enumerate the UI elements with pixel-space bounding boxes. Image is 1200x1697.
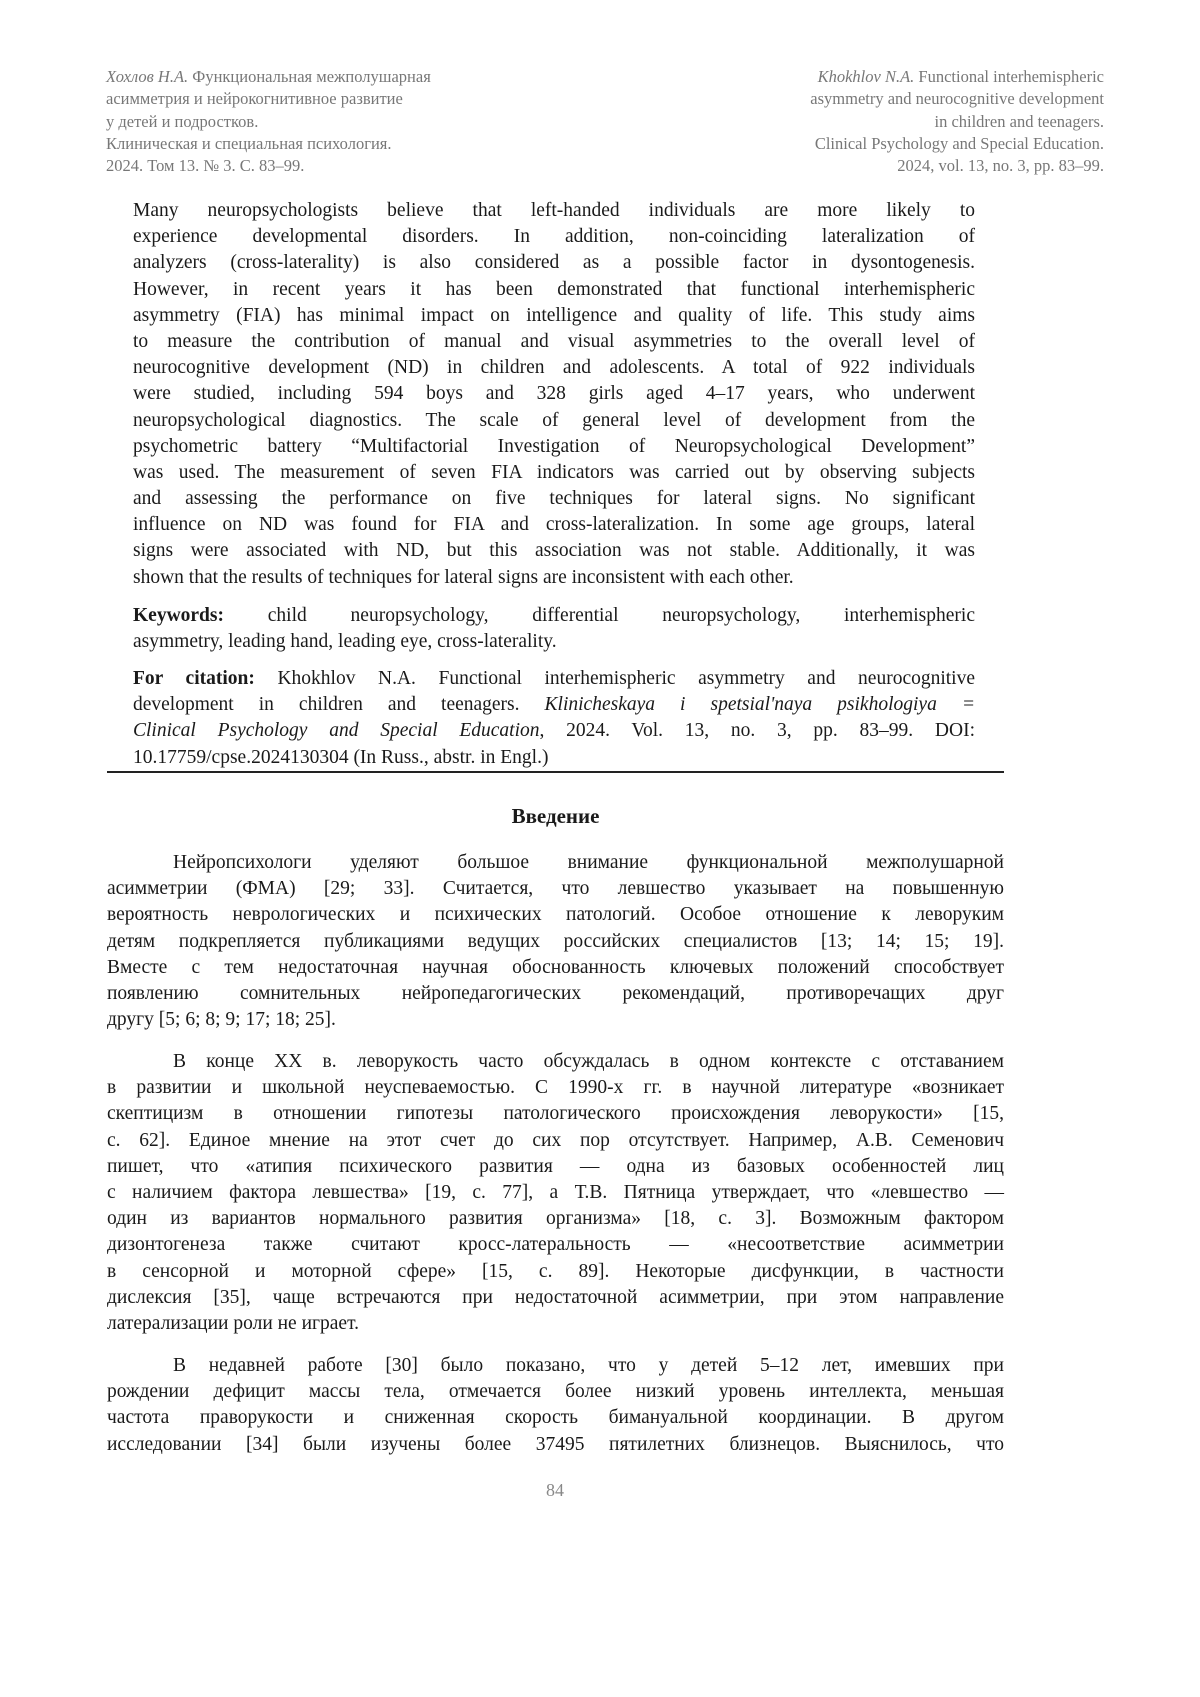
text-line: was used. The measurement of seven FIA indicators was carried out by observing subjects	[133, 460, 975, 486]
text-line: However, in recent years it has been demonstrated that functional interhemispheric	[133, 277, 975, 303]
text-line: В конце XX в. леворукость часто обсуждалась в одном контексте с отставанием	[107, 1049, 1004, 1075]
text-line: analyzers (cross-laterality) is also considered as a possible factor in dysontogenesis.	[133, 250, 975, 276]
header-line: in children and teenagers.	[810, 111, 1104, 133]
citation	[133, 666, 975, 771]
text-line: neuropsychological diagnostics. The scale of general level of development from the	[133, 408, 975, 434]
page-number: 84	[0, 1480, 1110, 1501]
header-line: Функциональная межполушарная	[192, 67, 431, 86]
citation-text: development in children and teenagers.	[133, 694, 520, 715]
text-line: частота праворукости и сниженная скорость бимануальной координации. В другом	[107, 1405, 1004, 1431]
text-line: asymmetry (FIA) has minimal impact on intelligence and quality of life. This study aims	[133, 303, 975, 329]
text-line: один из вариантов нормального развития организма» [18, с. 3]. Возможным фактором	[107, 1206, 1004, 1232]
citation-label: For citation:	[133, 668, 255, 689]
paragraph	[107, 850, 1004, 1033]
text-line: were studied, including 594 boys and 328 girls aged 4–17 years, who underwent	[133, 381, 975, 407]
citation-journal: Clinical Psychology and Special Education	[133, 720, 540, 741]
citation-doi: 10.17759/cpse.2024130304 (In Russ., abstr. in Engl.)	[133, 745, 975, 771]
text-line: Many neuropsychologists believe that left-handed individuals are more likely to	[133, 198, 975, 224]
text-line: psychometric battery “Multifactorial Investigation of Neuropsychological Development”	[133, 434, 975, 460]
citation-text: Khokhlov N.A. Functional interhemispheric asymmetry and neurocognitive	[277, 668, 975, 689]
text-line: influence on ND was found for FIA and cross-lateralization. In some age groups, lateral	[133, 512, 975, 538]
text-line: дислексия [35], чаще встречаются при недостаточной асимметрии, при этом направление	[107, 1285, 1004, 1311]
text-line: с. 62]. Единое мнение на этот счет до сих пор отсутствует. Например, А.В. Семенович	[107, 1128, 1004, 1154]
text-line: and assessing the performance on five techniques for lateral signs. No significant	[133, 486, 975, 512]
keywords	[133, 603, 975, 655]
section-title: Введение	[107, 804, 1004, 829]
keywords-text: asymmetry, leading hand, leading eye, cross-laterality.	[133, 629, 975, 655]
text-line: neurocognitive development (ND) in children and adolescents. A total of 922 individuals	[133, 355, 975, 381]
header-line: 2024. Том 13. № 3. С. 83–99.	[106, 155, 431, 177]
header-line: 2024, vol. 13, no. 3, pp. 83–99.	[810, 155, 1104, 177]
text-line: Вместе с тем недостаточная научная обоснованность ключевых положений способствует	[107, 955, 1004, 981]
text-line: появлению сомнительных нейропедагогических рекомендаций, противоречащих друг	[107, 981, 1004, 1007]
text-line: пишет, что «атипия психического развития — одна из базовых особенностей лиц	[107, 1154, 1004, 1180]
text-line: experience developmental disorders. In addition, non-coinciding lateralization of	[133, 224, 975, 250]
text-line: to measure the contribution of manual and visual asymmetries to the overall level of	[133, 329, 975, 355]
text-line: рождении дефицит массы тела, отмечается более низкий уровень интеллекта, меньшая	[107, 1379, 1004, 1405]
header-line: асимметрия и нейрокогнитивное развитие	[106, 88, 431, 110]
keywords-label: Keywords:	[133, 605, 224, 626]
text-line: дизонтогенеза также считают кросс-латеральность — «несоответствие асимметрии	[107, 1232, 1004, 1258]
text-line: вероятность неврологических и психических патологий. Особое отношение к леворуким	[107, 902, 1004, 928]
text-line: скептицизм в отношении гипотезы патологического происхождения леворукости» [15,	[107, 1101, 1004, 1127]
header-author-en: Khokhlov N.A.	[818, 67, 915, 86]
header-russian-citation	[106, 66, 431, 177]
text-line: другу [5; 6; 8; 9; 17; 18; 25].	[107, 1007, 1004, 1033]
citation-journal: Klinicheskaya i spetsial'naya psikhologiya =	[545, 694, 975, 715]
text-line: с наличием фактора левшества» [19, с. 77], а Т.В. Пятница утверждает, что «левшество —	[107, 1180, 1004, 1206]
header-line: Clinical Psychology and Special Education.	[810, 133, 1104, 155]
divider	[107, 771, 1004, 773]
text-line: Нейропсихологи уделяют большое внимание функциональной межполушарной	[107, 850, 1004, 876]
text-line: shown that the results of techniques for lateral signs are inconsistent with each other.	[133, 565, 975, 591]
paragraph	[107, 1049, 1004, 1337]
citation-text: , 2024. Vol. 13, no. 3, pp. 83–99. DOI:	[540, 720, 975, 741]
text-line: детям подкрепляется публикациями ведущих российских специалистов [13; 14; 15; 19].	[107, 929, 1004, 955]
text-line: латерализации роли не играет.	[107, 1311, 1004, 1337]
text-line: signs were associated with ND, but this association was not stable. Additionally, it was	[133, 538, 975, 564]
text-line: в сенсорной и моторной сфере» [15, с. 89]. Некоторые дисфункции, в частности	[107, 1259, 1004, 1285]
header-english-citation	[810, 66, 1104, 177]
header-line: Клиническая и специальная психология.	[106, 133, 431, 155]
header-line: asymmetry and neurocognitive development	[810, 88, 1104, 110]
paragraph	[107, 1353, 1004, 1458]
text-line: асимметрии (ФМА) [29; 33]. Считается, что левшество указывает на повышенную	[107, 876, 1004, 902]
text-line: исследовании [34] были изучены более 37495 пятилетних близнецов. Выяснилось, что	[107, 1432, 1004, 1458]
text-line: в развитии и школьной неуспеваемостью. С 1990-х гг. в научной литературе «возникает	[107, 1075, 1004, 1101]
abstract	[133, 198, 975, 591]
keywords-text: child neuropsychology, differential neuropsychology, interhemispheric	[268, 605, 975, 626]
text-line: В недавней работе [30] было показано, что у детей 5–12 лет, имевших при	[107, 1353, 1004, 1379]
header-line: у детей и подростков.	[106, 111, 431, 133]
header-line: Functional interhemispheric	[918, 67, 1104, 86]
header-author-ru: Хохлов Н.А.	[106, 67, 188, 86]
